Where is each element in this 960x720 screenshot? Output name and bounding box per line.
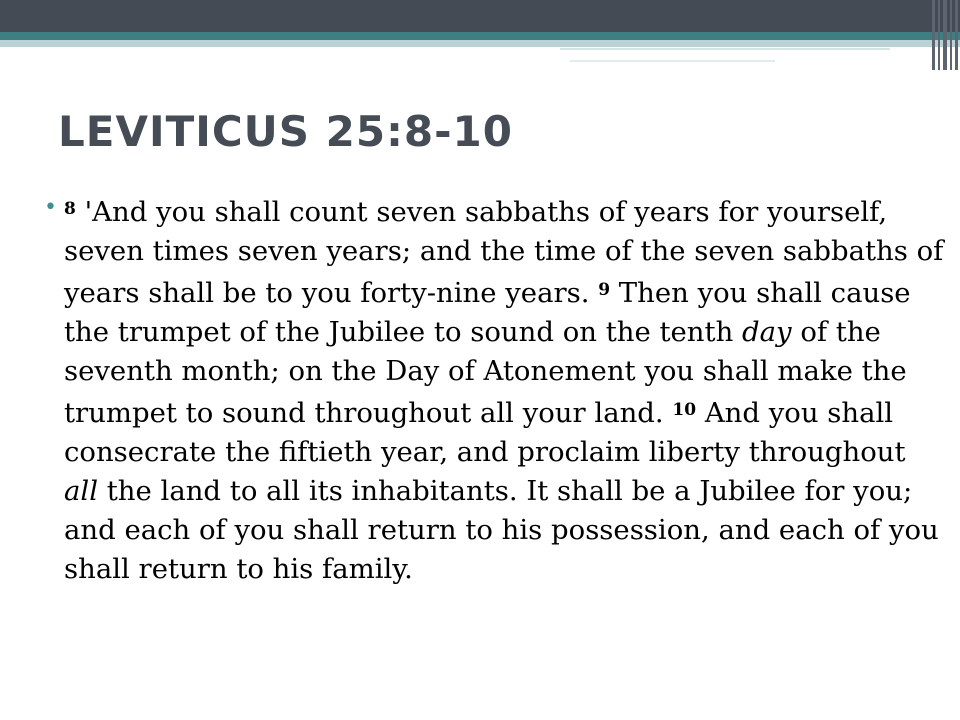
header-light-stripe [0,40,960,47]
header-accent-stripe [0,32,960,40]
verse-text-segment: the land to all its inhabitants. It shall be a Jubilee for you; and each of you shall return to his possession, and each of you shall return to his family. [64,475,939,585]
bullet-icon: • [44,195,57,220]
decorative-bar [950,0,952,70]
decorative-bar [938,0,940,70]
slide-title: LEVITICUS 25:8-10 [58,107,514,156]
decorative-bar [943,0,947,70]
verse-text-segment: of the seventh month; on the Day of Atonement you shall make the trumpet to sound throughout all your land. [64,316,907,429]
verse-text [64,190,948,589]
decorative-line [570,60,775,62]
verse-italic-word: all [64,475,98,507]
decorative-bars [930,0,960,70]
verse-number: 8 [64,199,76,219]
decorative-bar [955,0,958,70]
verse-number: 10 [672,400,697,420]
header-banner [0,0,960,32]
verse-text-segment: Then you shall cause the trumpet of the Jubilee to sound on the tenth [64,277,911,348]
decorative-bar [932,0,935,70]
verse-text-segment: 'And you shall count seven sabbaths of years for yourself, seven times seven years; and the time of the seven sabbaths of years shall be to you forty-nine years. [64,196,944,309]
verse-text-segment: And you shall consecrate the fiftieth year, and proclaim liberty throughout [64,397,906,468]
decorative-line [560,48,890,50]
verse-italic-word: day [742,316,792,348]
verse-number: 9 [598,280,611,300]
